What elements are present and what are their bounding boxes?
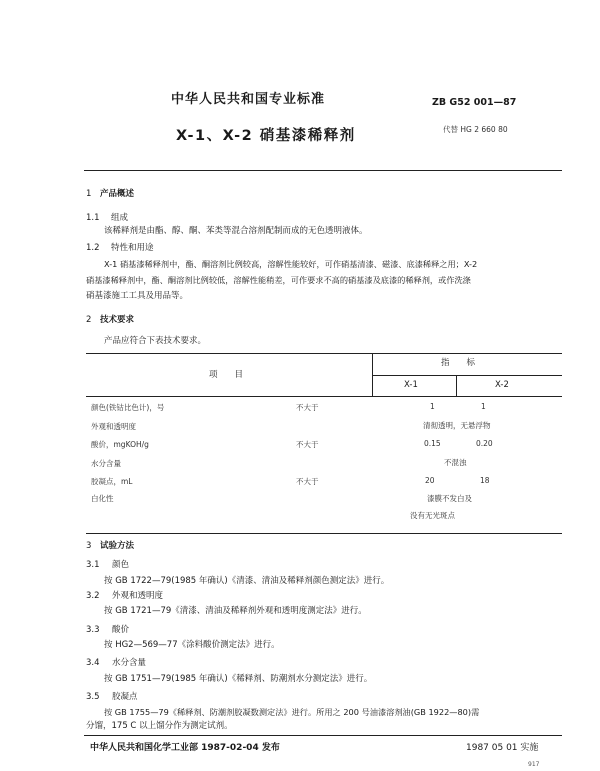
- page-number: 917: [528, 761, 540, 768]
- org-title: 中华人民共和国专业标准: [171, 92, 326, 107]
- sec3-2-title: 外观和透明度: [112, 591, 164, 601]
- table-row-item: 酸价，mgKOH/g: [91, 440, 149, 449]
- sec3-number: 3: [86, 541, 92, 551]
- sec3-5-number: 3.5: [86, 692, 100, 702]
- sec1-2-line1: X-1 硝基漆稀释剂中，酯、酮溶剂比例较高，溶解性能较好，可作硝基清漆、磁漆、底漆稀释之用；X-2: [104, 259, 478, 269]
- table-row-x2: 0.20: [476, 439, 493, 448]
- sec3-5-line1: 按 GB 1755—79《稀释剂、防潮剂胶凝数测定法》进行。所用之 200 号油漆溶剂油(GB 1922—80)需: [104, 707, 480, 717]
- table-row-merged: 漆膜不发白及: [427, 494, 472, 503]
- sec2-number: 2: [86, 315, 92, 325]
- sec1-1-title: 组成: [111, 213, 129, 223]
- sec3-2-number: 3.2: [86, 591, 100, 601]
- sec1-2-line2: 硝基漆稀释剂中，酯、酮溶剂比例较低，溶解性能稍差，可作要求不高的硝基漆及底漆的稀释剂，或作洗涤: [86, 275, 471, 285]
- sec1-2-title: 特性和用途: [111, 243, 154, 253]
- table-header-item: 项 目: [209, 370, 244, 380]
- sec3-1-text: 按 GB 1722—79(1985 年确认)《清漆、清油及稀释剂颜色测定法》进行。: [104, 576, 390, 586]
- sec3-3-number: 3.3: [86, 625, 100, 635]
- table-row-cond: 不大于: [296, 477, 319, 486]
- sec3-2-text: 按 GB 1721—79《清漆、清油及稀释剂外观和透明度测定法》进行。: [104, 606, 367, 616]
- table-row-merged-2: 没有无光斑点: [410, 511, 455, 520]
- sec3-1-title: 颜色: [112, 560, 130, 570]
- sec3-3-title: 酸价: [112, 625, 130, 635]
- table-header-x1: X-1: [404, 380, 418, 390]
- standard-number: ZB G52 001—87: [432, 97, 517, 108]
- replaces-note: 代替 HG 2 660 80: [443, 125, 508, 134]
- table-header-x2: X-2: [495, 380, 509, 390]
- sec1-1-text: 该稀释剂是由酯、醇、酮、苯类等混合溶剂配制而成的无色透明液体。: [104, 226, 368, 236]
- sec3-title: 试验方法: [100, 541, 135, 551]
- doc-title: X-1、X-2 硝基漆稀释剂: [176, 128, 356, 144]
- sec3-4-text: 按 GB 1751—79(1985 年确认)《稀释剂、防潮剂水分测定法》进行。: [104, 674, 373, 684]
- sec2-intro: 产品应符合下表技术要求。: [104, 336, 207, 346]
- sec3-4-number: 3.4: [86, 658, 100, 668]
- sec3-1-number: 3.1: [86, 560, 100, 570]
- footer-rule: [84, 735, 562, 736]
- implementation-date: 1987 05 01 实施: [466, 743, 539, 753]
- sec2-title: 技术要求: [100, 315, 135, 325]
- table-row-item: 颜色(铁钴比色计)，号: [91, 403, 165, 412]
- table-row-cond: 不大于: [296, 440, 319, 449]
- sec3-5-line2: 分馏，175 C 以上馏分作为测定试剂。: [86, 721, 233, 731]
- sec1-number: 1: [86, 189, 92, 199]
- table-row-x1: 0.15: [424, 439, 441, 448]
- table-row-x1: 20: [425, 476, 435, 485]
- table-row-x2: 18: [480, 476, 490, 485]
- table-header-index: 指 标: [441, 358, 476, 368]
- sec1-1-number: 1.1: [86, 213, 100, 223]
- table-row-item: 外观和透明度: [91, 422, 136, 431]
- sec1-title: 产品概述: [100, 189, 135, 199]
- table-row-merged: 清彻透明，无悬浮物: [423, 421, 491, 430]
- title-rule: [84, 170, 562, 171]
- table-row-item: 白化性: [91, 494, 114, 503]
- sec1-2-line3: 硝基漆施工工具及用品等。: [86, 291, 189, 301]
- table-row-merged: 不混浊: [444, 458, 467, 467]
- sec3-3-text: 按 HG2—569—77《涂料酸价测定法》进行。: [104, 640, 280, 650]
- table-row-item: 水分含量: [91, 459, 121, 468]
- table-row-x1: 1: [430, 402, 435, 411]
- issuer-line: 中华人民共和国化学工业部 1987-02-04 发布: [90, 743, 280, 753]
- table-row-item: 胶凝点，mL: [91, 477, 133, 486]
- sec3-4-title: 水分含量: [112, 658, 147, 668]
- table-row-cond: 不大于: [296, 403, 319, 412]
- sec3-5-title: 胶凝点: [112, 692, 138, 702]
- table-row-x2: 1: [481, 402, 486, 411]
- sec1-2-number: 1.2: [86, 243, 100, 253]
